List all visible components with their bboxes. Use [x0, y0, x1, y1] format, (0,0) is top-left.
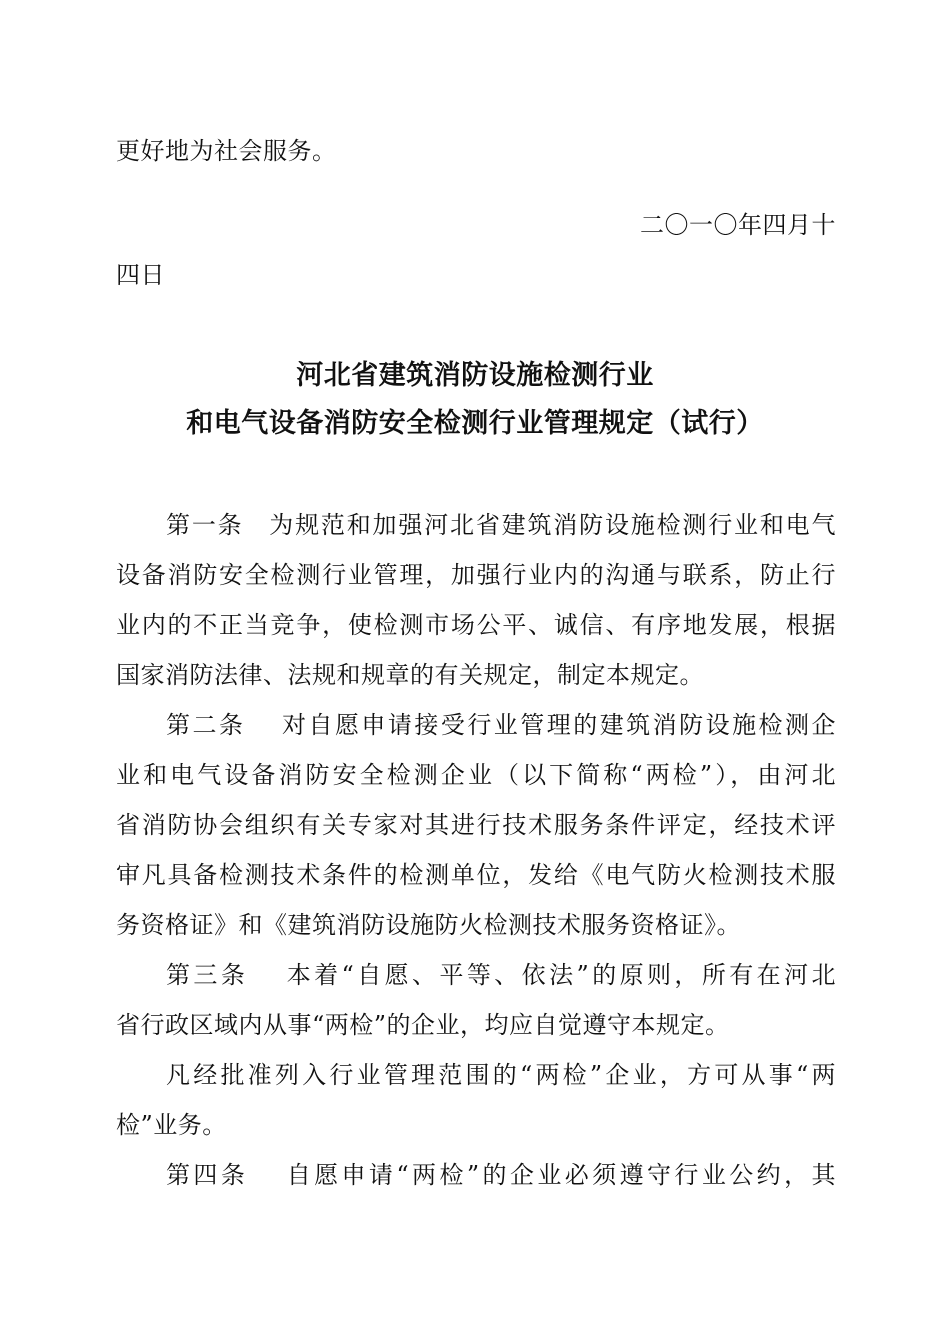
- document-title-line-1: 河北省建筑消防设施检测行业: [296, 360, 654, 391]
- date-line-1: 二〇一〇年四月十: [640, 211, 836, 239]
- previous-paragraph-tail: 更好地为社会服务。: [116, 137, 337, 165]
- article-2-line-5: 务资格证》和《建筑消防设施防火检测技术服务资格证》。: [116, 911, 741, 939]
- article-3-line-1: 第三条 本着“自愿、平等、依法”的原则，所有在河北: [166, 961, 836, 989]
- article-1-line-4: 国家消防法律、法规和规章的有关规定，制定本规定。: [116, 661, 704, 689]
- article-1-line-3: 业内的不正当竞争，使检测市场公平、诚信、有序地发展，根据: [116, 611, 836, 639]
- article-4-line-1: 第四条 自愿申请“两检”的企业必须遵守行业公约，其: [166, 1161, 836, 1189]
- document-title-line-2: 和电气设备消防安全检测行业管理规定（试行）: [186, 408, 764, 439]
- article-2-line-2: 业和电气设备消防安全检测企业（以下简称“两检”），由河北: [116, 761, 836, 789]
- article-1-line-1: 第一条 为规范和加强河北省建筑消防设施检测行业和电气: [166, 511, 836, 539]
- article-3-paragraph-2-line-2: 检”业务。: [116, 1111, 227, 1139]
- article-2-line-3: 省消防协会组织有关专家对其进行技术服务条件评定，经技术评: [116, 811, 836, 839]
- article-2-line-1: 第二条 对自愿申请接受行业管理的建筑消防设施检测企: [166, 711, 836, 739]
- article-3-paragraph-2-line-1: 凡经批准列入行业管理范围的“两检”企业，方可从事“两: [166, 1061, 836, 1089]
- article-1-line-2: 设备消防安全检测行业管理，加强行业内的沟通与联系，防止行: [116, 561, 836, 589]
- date-line-2: 四日: [116, 261, 165, 289]
- article-3-line-2: 省行政区域内从事“两检”的企业，均应自觉遵守本规定。: [116, 1011, 730, 1039]
- article-2-line-4: 审凡具备检测技术条件的检测单位，发给《电气防火检测技术服: [116, 861, 836, 889]
